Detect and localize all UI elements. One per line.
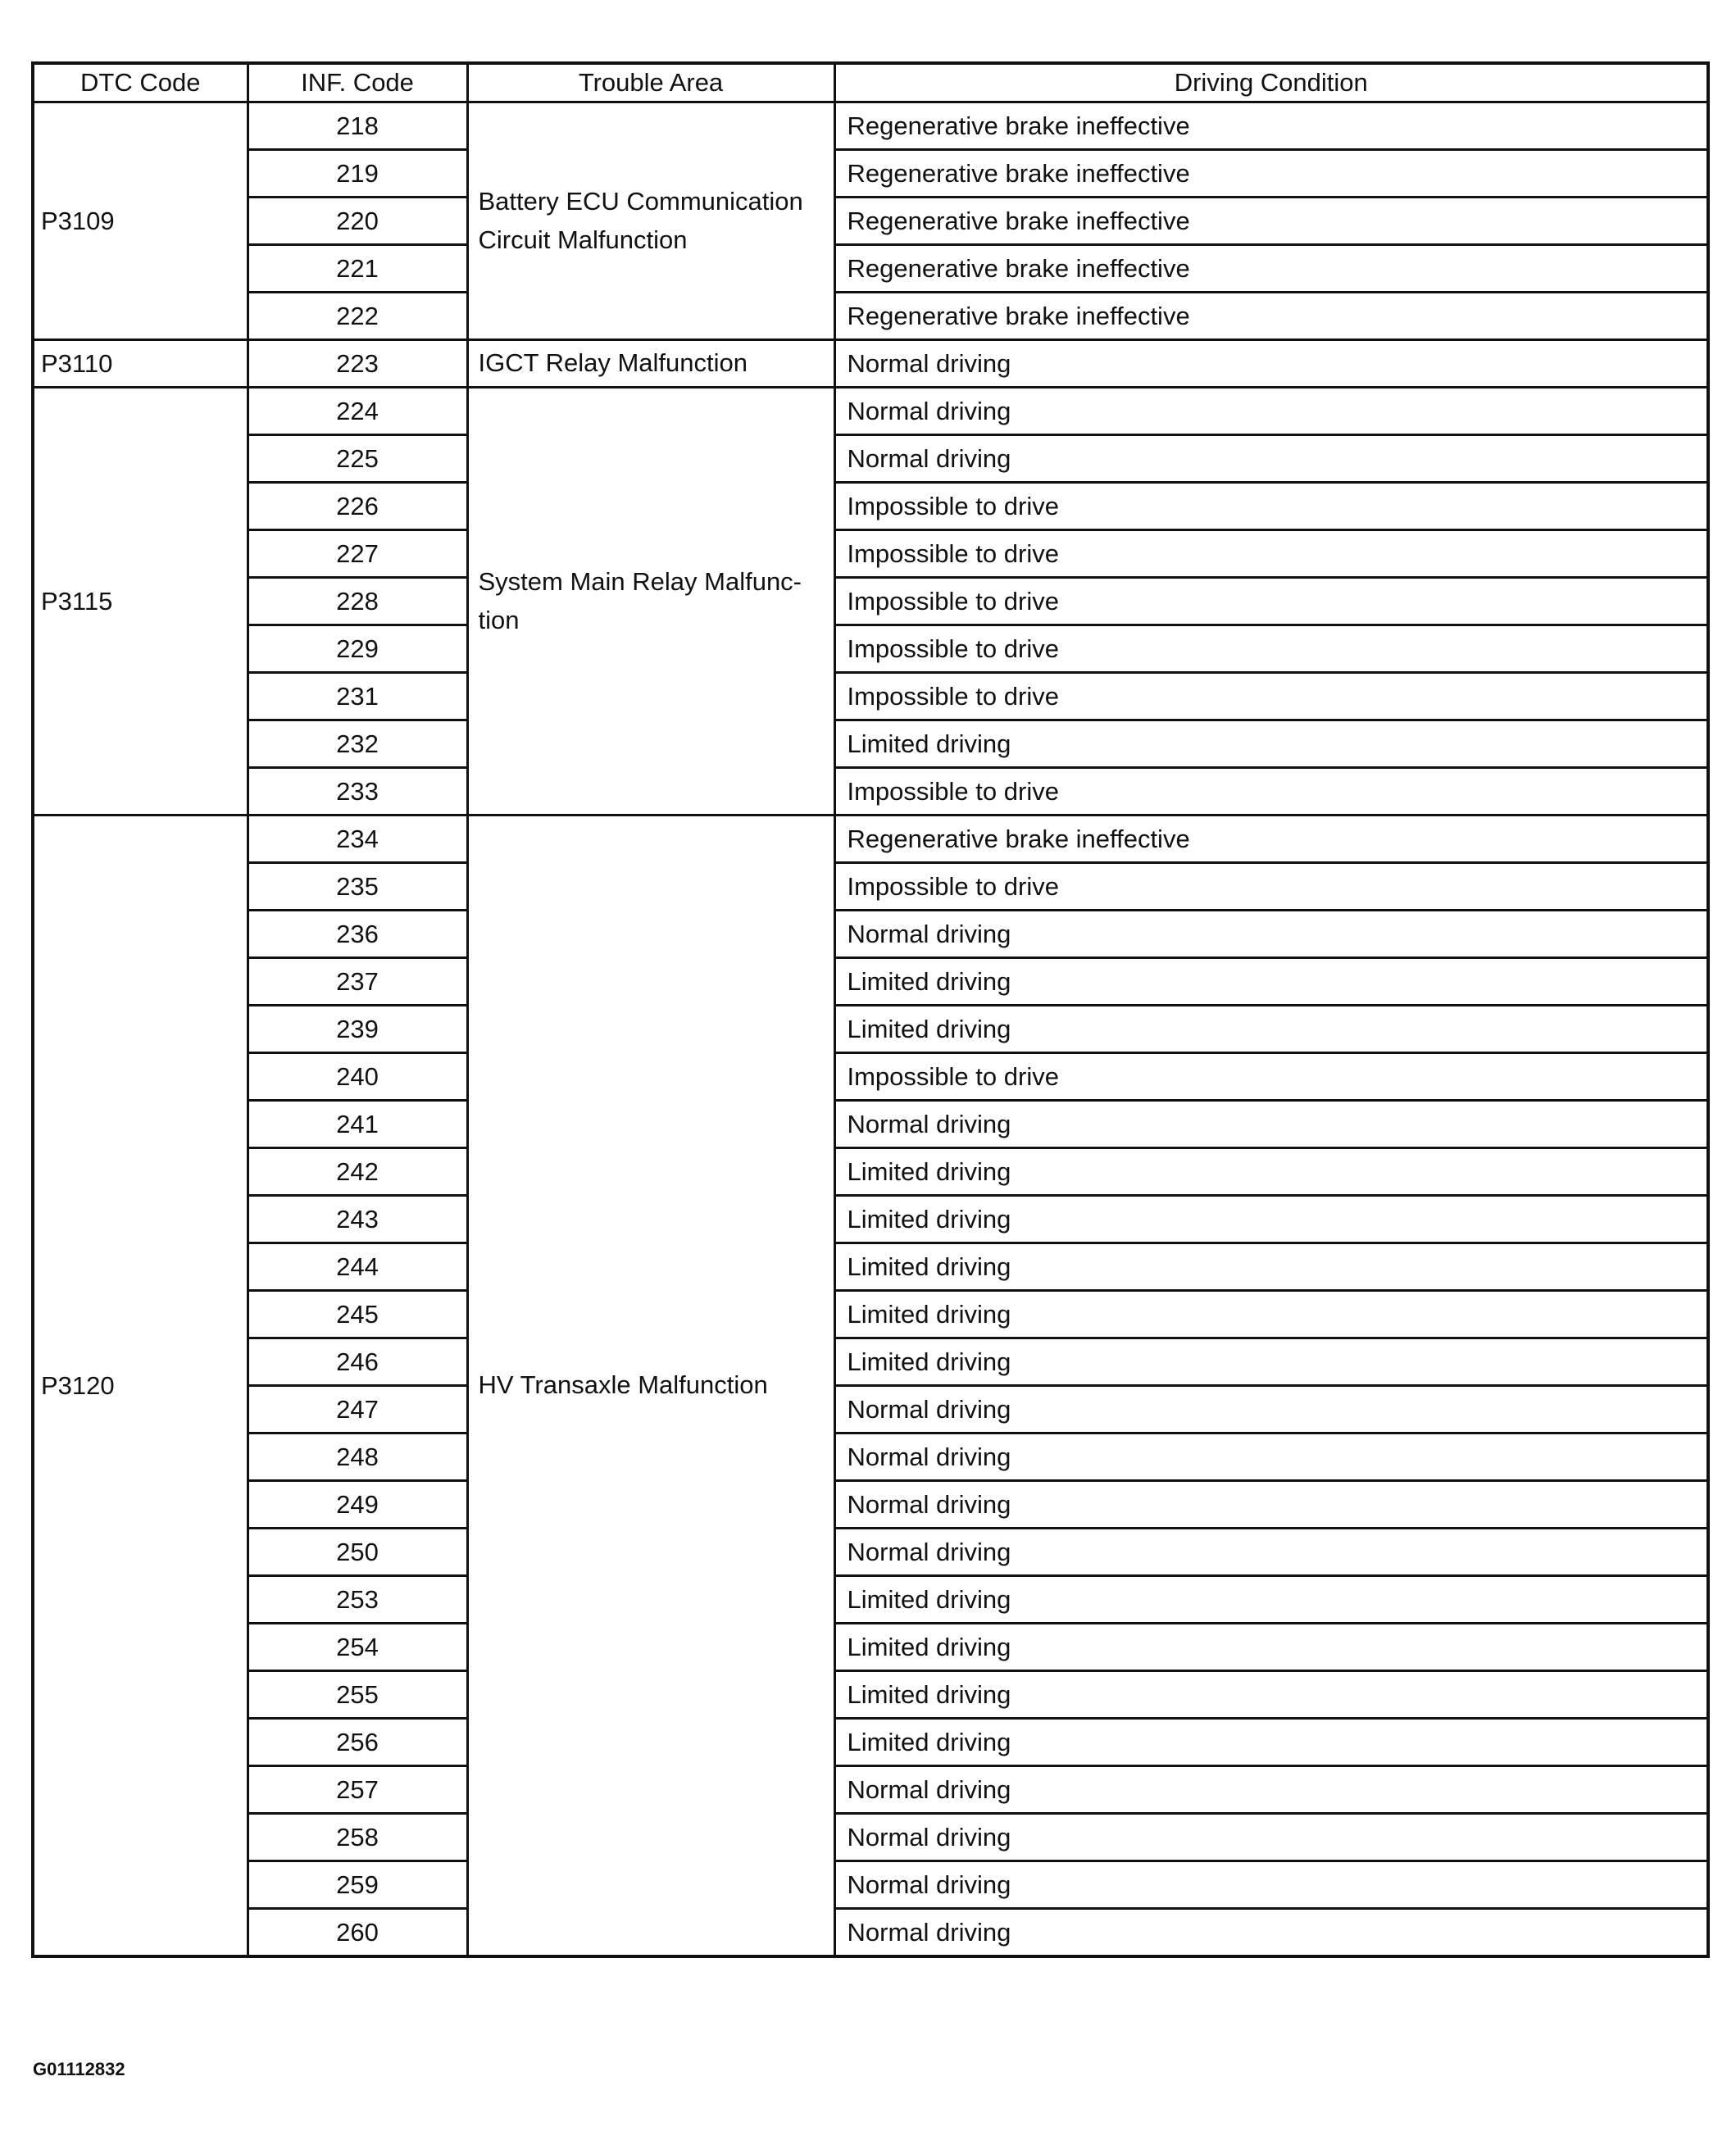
table-row: [33, 1576, 1708, 1624]
driving-condition-cell: Limited driving: [834, 1719, 1708, 1766]
dtc-code-cell: P3115: [33, 388, 248, 816]
driving-condition-cell: Impossible to drive: [834, 530, 1708, 578]
inf-code-cell: 232: [248, 720, 467, 768]
inf-code-cell: 253: [248, 1576, 467, 1624]
table-row: [33, 530, 1708, 578]
table-row: [33, 388, 1708, 435]
driving-condition-cell: Impossible to drive: [834, 768, 1708, 816]
table-row: [33, 720, 1708, 768]
table-row: [33, 673, 1708, 720]
driving-condition-cell: Limited driving: [834, 958, 1708, 1006]
table-body: [33, 102, 1708, 1957]
inf-code-cell: 221: [248, 245, 467, 293]
inf-code-cell: 242: [248, 1148, 467, 1196]
table-row: [33, 1291, 1708, 1338]
inf-code-cell: 248: [248, 1433, 467, 1481]
inf-code-cell: 245: [248, 1291, 467, 1338]
driving-condition-cell: Normal driving: [834, 1814, 1708, 1861]
driving-condition-cell: Limited driving: [834, 1196, 1708, 1243]
driving-condition-cell: Impossible to drive: [834, 1053, 1708, 1101]
driving-condition-cell: Impossible to drive: [834, 863, 1708, 911]
table-row: [33, 625, 1708, 673]
table-row: [33, 1148, 1708, 1196]
table-row: [33, 1243, 1708, 1291]
header-inf-code: INF. Code: [248, 63, 467, 102]
table-row: [33, 198, 1708, 245]
table-row: [33, 435, 1708, 483]
driving-condition-cell: Limited driving: [834, 1243, 1708, 1291]
inf-code-cell: 246: [248, 1338, 467, 1386]
inf-code-cell: 236: [248, 911, 467, 958]
driving-condition-cell: Limited driving: [834, 1671, 1708, 1719]
table-row: [33, 958, 1708, 1006]
inf-code-cell: 241: [248, 1101, 467, 1148]
table-row: [33, 1433, 1708, 1481]
table-row: [33, 102, 1708, 150]
driving-condition-cell: Regenerative brake ineffective: [834, 102, 1708, 150]
inf-code-cell: 240: [248, 1053, 467, 1101]
inf-code-cell: 258: [248, 1814, 467, 1861]
driving-condition-cell: Normal driving: [834, 1386, 1708, 1433]
table-row: [33, 1481, 1708, 1529]
driving-condition-cell: Limited driving: [834, 1291, 1708, 1338]
inf-code-cell: 220: [248, 198, 467, 245]
table-row: [33, 1006, 1708, 1053]
driving-condition-cell: Limited driving: [834, 1624, 1708, 1671]
driving-condition-cell: Normal driving: [834, 1433, 1708, 1481]
table-row: [33, 578, 1708, 625]
driving-condition-cell: Impossible to drive: [834, 578, 1708, 625]
driving-condition-cell: Regenerative brake ineffective: [834, 293, 1708, 340]
inf-code-cell: 222: [248, 293, 467, 340]
driving-condition-cell: Normal driving: [834, 911, 1708, 958]
inf-code-cell: 231: [248, 673, 467, 720]
trouble-area-cell: IGCT Relay Malfunction: [467, 340, 834, 388]
inf-code-cell: 257: [248, 1766, 467, 1814]
driving-condition-cell: Limited driving: [834, 1576, 1708, 1624]
table-row: [33, 483, 1708, 530]
inf-code-cell: 256: [248, 1719, 467, 1766]
driving-condition-cell: Normal driving: [834, 1766, 1708, 1814]
inf-code-cell: 243: [248, 1196, 467, 1243]
dtc-code-cell: P3110: [33, 340, 248, 388]
inf-code-cell: 226: [248, 483, 467, 530]
trouble-area-cell: Battery ECU Communication Circuit Malfunction: [467, 102, 834, 340]
inf-code-cell: 235: [248, 863, 467, 911]
inf-code-cell: 259: [248, 1861, 467, 1909]
table-header-row: [33, 63, 1708, 102]
driving-condition-cell: Regenerative brake ineffective: [834, 245, 1708, 293]
table-row: [33, 1909, 1708, 1957]
table-row: [33, 1386, 1708, 1433]
driving-condition-cell: Limited driving: [834, 1006, 1708, 1053]
driving-condition-cell: Regenerative brake ineffective: [834, 150, 1708, 198]
table-row: [33, 1671, 1708, 1719]
table-row: [33, 1861, 1708, 1909]
inf-code-cell: 260: [248, 1909, 467, 1957]
header-trouble-area: Trouble Area: [467, 63, 834, 102]
table-row: [33, 1101, 1708, 1148]
inf-code-cell: 237: [248, 958, 467, 1006]
driving-condition-cell: Normal driving: [834, 1481, 1708, 1529]
driving-condition-cell: Normal driving: [834, 1529, 1708, 1576]
table-row: [33, 293, 1708, 340]
inf-code-cell: 254: [248, 1624, 467, 1671]
inf-code-cell: 255: [248, 1671, 467, 1719]
driving-condition-cell: Normal driving: [834, 1861, 1708, 1909]
table-row: [33, 1338, 1708, 1386]
table-row: [33, 1529, 1708, 1576]
inf-code-cell: 227: [248, 530, 467, 578]
table-row: [33, 863, 1708, 911]
header-driving-condition: Driving Condition: [834, 63, 1708, 102]
driving-condition-cell: Regenerative brake ineffective: [834, 816, 1708, 863]
inf-code-cell: 244: [248, 1243, 467, 1291]
inf-code-cell: 229: [248, 625, 467, 673]
driving-condition-cell: Normal driving: [834, 435, 1708, 483]
trouble-area-cell: HV Transaxle Malfunction: [467, 816, 834, 1957]
dtc-code-cell: P3120: [33, 816, 248, 1957]
driving-condition-cell: Limited driving: [834, 720, 1708, 768]
driving-condition-cell: Normal driving: [834, 340, 1708, 388]
table-row: [33, 1814, 1708, 1861]
inf-code-cell: 250: [248, 1529, 467, 1576]
table-row: [33, 1196, 1708, 1243]
table-row: [33, 1053, 1708, 1101]
table-row: [33, 816, 1708, 863]
table-row: [33, 150, 1708, 198]
header-dtc-code: DTC Code: [33, 63, 248, 102]
inf-code-cell: 219: [248, 150, 467, 198]
inf-code-cell: 218: [248, 102, 467, 150]
dtc-table: [31, 61, 1710, 1958]
inf-code-cell: 234: [248, 816, 467, 863]
driving-condition-cell: Limited driving: [834, 1338, 1708, 1386]
driving-condition-cell: Normal driving: [834, 1101, 1708, 1148]
table-row: [33, 245, 1708, 293]
driving-condition-cell: Regenerative brake ineffective: [834, 198, 1708, 245]
driving-condition-cell: Normal driving: [834, 1909, 1708, 1957]
table-row: [33, 911, 1708, 958]
inf-code-cell: 228: [248, 578, 467, 625]
figure-id: G01112832: [33, 2059, 125, 2079]
trouble-area-cell: System Main Relay Malfunc- tion: [467, 388, 834, 816]
table-row: [33, 340, 1708, 388]
driving-condition-cell: Impossible to drive: [834, 625, 1708, 673]
driving-condition-cell: Impossible to drive: [834, 483, 1708, 530]
table-row: [33, 1624, 1708, 1671]
inf-code-cell: 233: [248, 768, 467, 816]
inf-code-cell: 223: [248, 340, 467, 388]
driving-condition-cell: Normal driving: [834, 388, 1708, 435]
dtc-code-cell: P3109: [33, 102, 248, 340]
driving-condition-cell: Impossible to drive: [834, 673, 1708, 720]
inf-code-cell: 225: [248, 435, 467, 483]
table-row: [33, 768, 1708, 816]
inf-code-cell: 224: [248, 388, 467, 435]
table-row: [33, 1766, 1708, 1814]
driving-condition-cell: Limited driving: [834, 1148, 1708, 1196]
inf-code-cell: 247: [248, 1386, 467, 1433]
table-row: [33, 1719, 1708, 1766]
inf-code-cell: 249: [248, 1481, 467, 1529]
inf-code-cell: 239: [248, 1006, 467, 1053]
